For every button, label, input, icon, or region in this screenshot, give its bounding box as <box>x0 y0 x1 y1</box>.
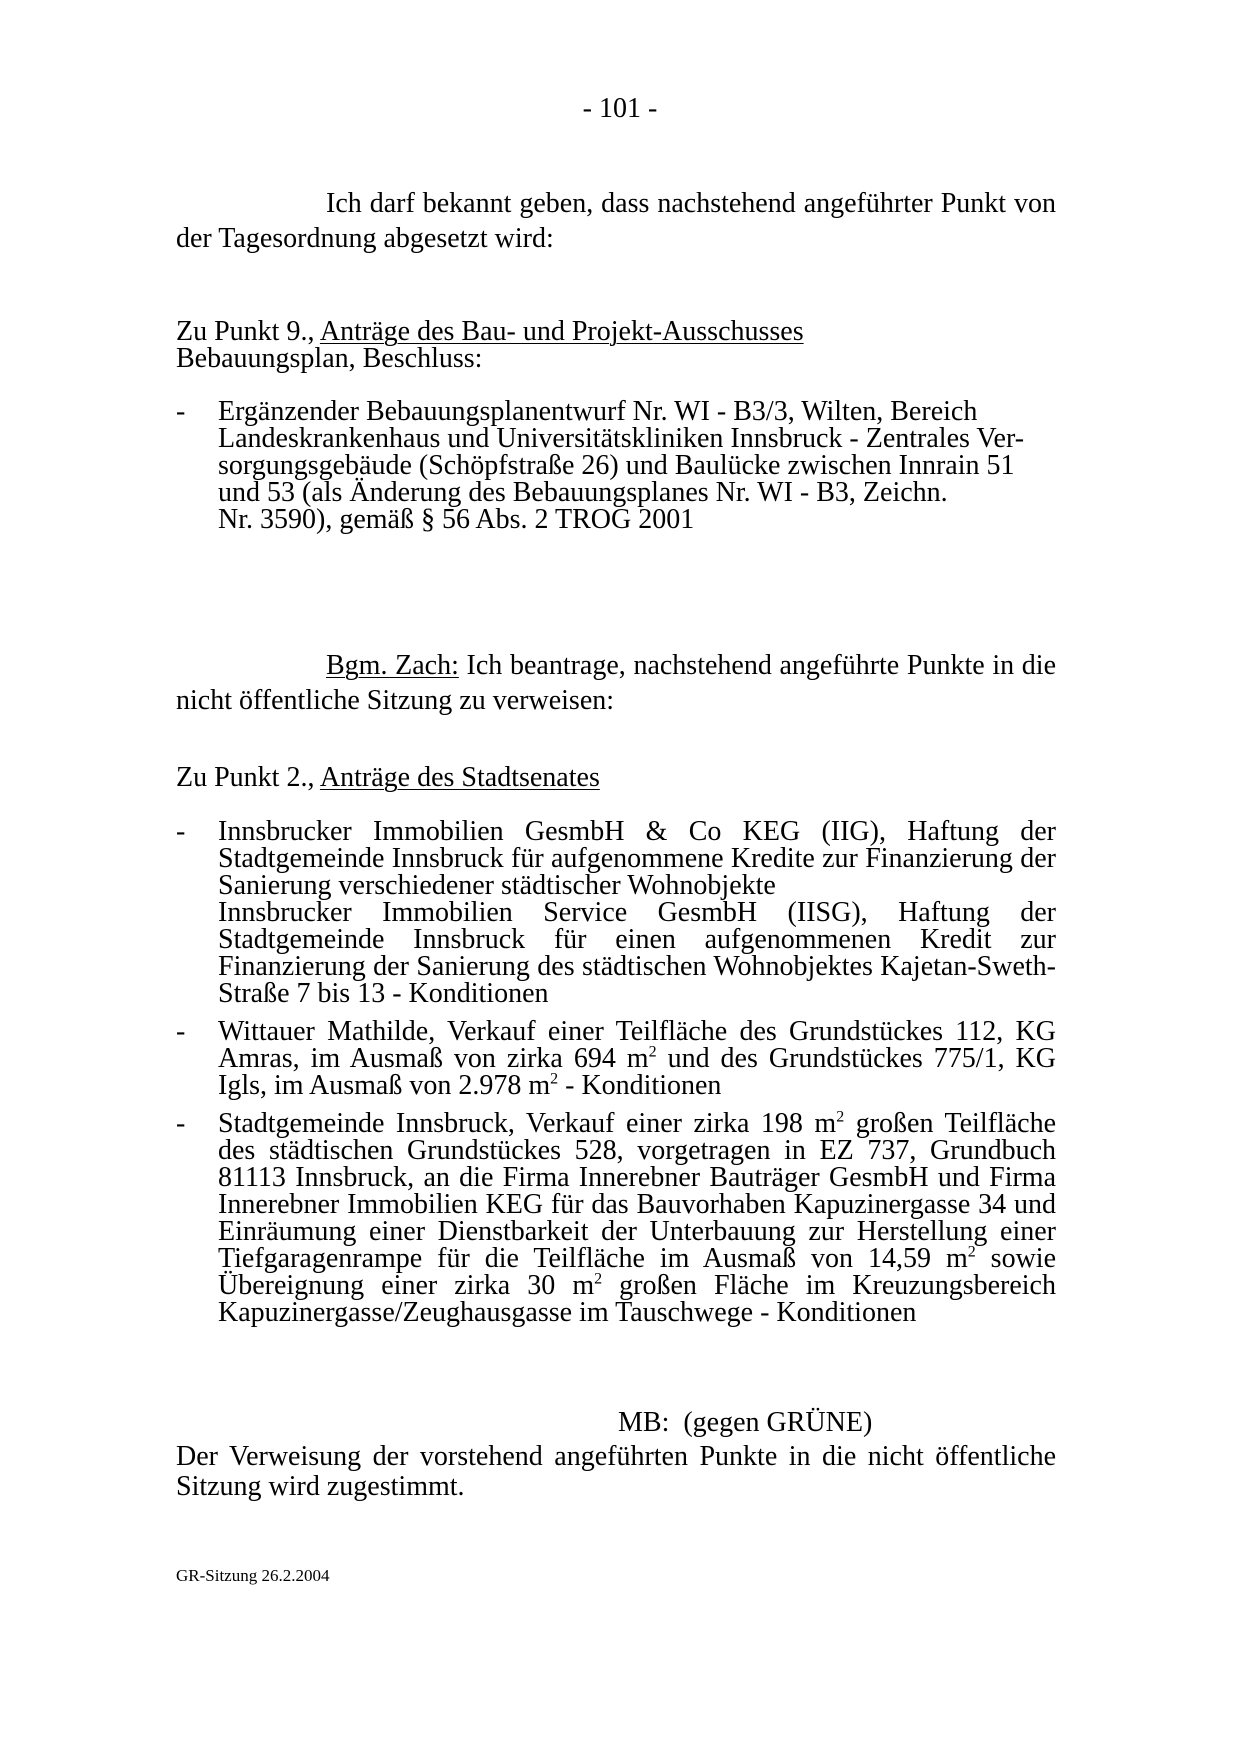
superscript: 2 <box>836 1108 845 1126</box>
section-2-list <box>176 818 1056 1326</box>
intro-paragraph: Ich darf bekannt geben, dass nachstehend angeführter Punkt von der Tagesordnung abgesetzt wird: <box>176 188 1056 254</box>
list-item <box>176 1110 1056 1326</box>
list-dash: - <box>176 1016 186 1047</box>
list-item-line: Ergänzender Bebauungsplanentwurf Nr. WI - B3/3, Wilten, Bereich <box>218 396 978 427</box>
section-1-list <box>176 398 1056 533</box>
list-dash: - <box>176 396 186 427</box>
list-dash: - <box>176 1108 186 1139</box>
list-item-text: Innsbrucker Immobilien GesmbH & Co KEG (IIG), Haftung der Stadtgemeinde Innsbruck für aufgenommene Kredite zur Finanzierung der Sanierung verschiedener städtischer Wohnobjekte <box>218 816 1056 901</box>
text-segment: großen Teilfläche des städtischen Grundstückes 528, vorgetragen in EZ 737, Grundbuch 81113 Innsbruck, an die Firma Innerebner Bauträger GesmbH und Firma Innerebner Immobilien KEG für das Bauvorhaben Kapuzinergasse 34 und Einräumung einer Dienstbarkeit der Unterbauung zur Herstellung einer Tiefgaragenrampe für die Teilfläche im Ausmaß von 14,59 m <box>218 1108 1056 1274</box>
list-item-text <box>218 1110 1056 1326</box>
list-item <box>176 398 1056 533</box>
text-segment: - Konditionen <box>558 1070 722 1101</box>
list-dash: - <box>176 816 186 847</box>
list-item-line: und 53 (als Änderung des Bebauungsplanes Nr. WI - B3, Zeichn. <box>218 477 948 508</box>
list-item <box>176 818 1056 1007</box>
text-segment: großen Fläche im Kreuzungsbereich Kapuzinergasse/Zeughausgasse im Tauschwege - Konditionen <box>218 1270 1056 1328</box>
superscript: 2 <box>550 1070 559 1088</box>
section-2-prefix: Zu Punkt 2., <box>176 762 320 793</box>
text-segment: Wittauer Mathilde, Verkauf einer Teilfläche des Grundstückes 112, KG Amras, im Ausmaß von zirka 694 m <box>218 1016 1056 1074</box>
list-item-text <box>218 1018 1056 1099</box>
section-2-heading <box>176 764 1056 791</box>
text-segment: Stadtgemeinde Innsbruck, Verkauf einer zirka 198 m <box>218 1108 837 1139</box>
text-segment: und des Grundstückes 775/1, KG Igls, im Ausmaß von 2.978 m <box>218 1043 1056 1101</box>
speaker-name: Bgm. Zach: <box>326 650 459 681</box>
page-number: - 101 - <box>582 93 658 124</box>
superscript: 2 <box>967 1243 976 1261</box>
motion-text: Ich beantrage, nachstehend angeführte Punkte in die nicht öffentliche Sitzung zu verweisen: <box>176 650 1056 716</box>
list-item-line: sorgungsgebäude (Schöpfstraße 26) und Baulücke zwischen Innrain 51 <box>218 450 1015 481</box>
list-item-line: Landeskrankenhaus und Universitätskliniken Innsbruck - Zentrales Ver- <box>218 423 1025 454</box>
resolution-paragraph: Der Verweisung der vorstehend angeführten Punkte in die nicht öffentliche Sitzung wird zugestimmt. <box>176 1441 1056 1502</box>
list-item-line: Nr. 3590), gemäß § 56 Abs. 2 TROG 2001 <box>218 504 695 535</box>
motion-paragraph <box>176 648 1056 718</box>
superscript: 2 <box>594 1270 603 1288</box>
superscript: 2 <box>648 1043 657 1061</box>
section-2-title: Anträge des Stadtsenates <box>319 762 600 793</box>
section-1-subtitle: Bebauungsplan, Beschluss: <box>176 343 483 374</box>
footer-session-date: GR-Sitzung 26.2.2004 <box>176 1566 330 1585</box>
list-item <box>176 1018 1056 1099</box>
section-1-heading <box>176 318 1056 372</box>
section-1-title: Anträge des Bau- und Projekt-Ausschusses <box>319 316 804 347</box>
section-1-prefix: Zu Punkt 9., <box>176 316 320 347</box>
list-item-text: Innsbrucker Immobilien Service GesmbH (IISG), Haftung der Stadtgemeinde Innsbruck für einen aufgenommenen Kredit zur Finanzierung der Sanierung des städtischen Wohnobjektes Kajetan-Sweth-Straße 7 bis 13 - Konditionen <box>218 897 1056 1009</box>
vote-result: MB: (gegen GRÜNE) <box>618 1407 873 1438</box>
text-segment: sowie Übereignung einer zirka 30 m <box>218 1243 1056 1301</box>
